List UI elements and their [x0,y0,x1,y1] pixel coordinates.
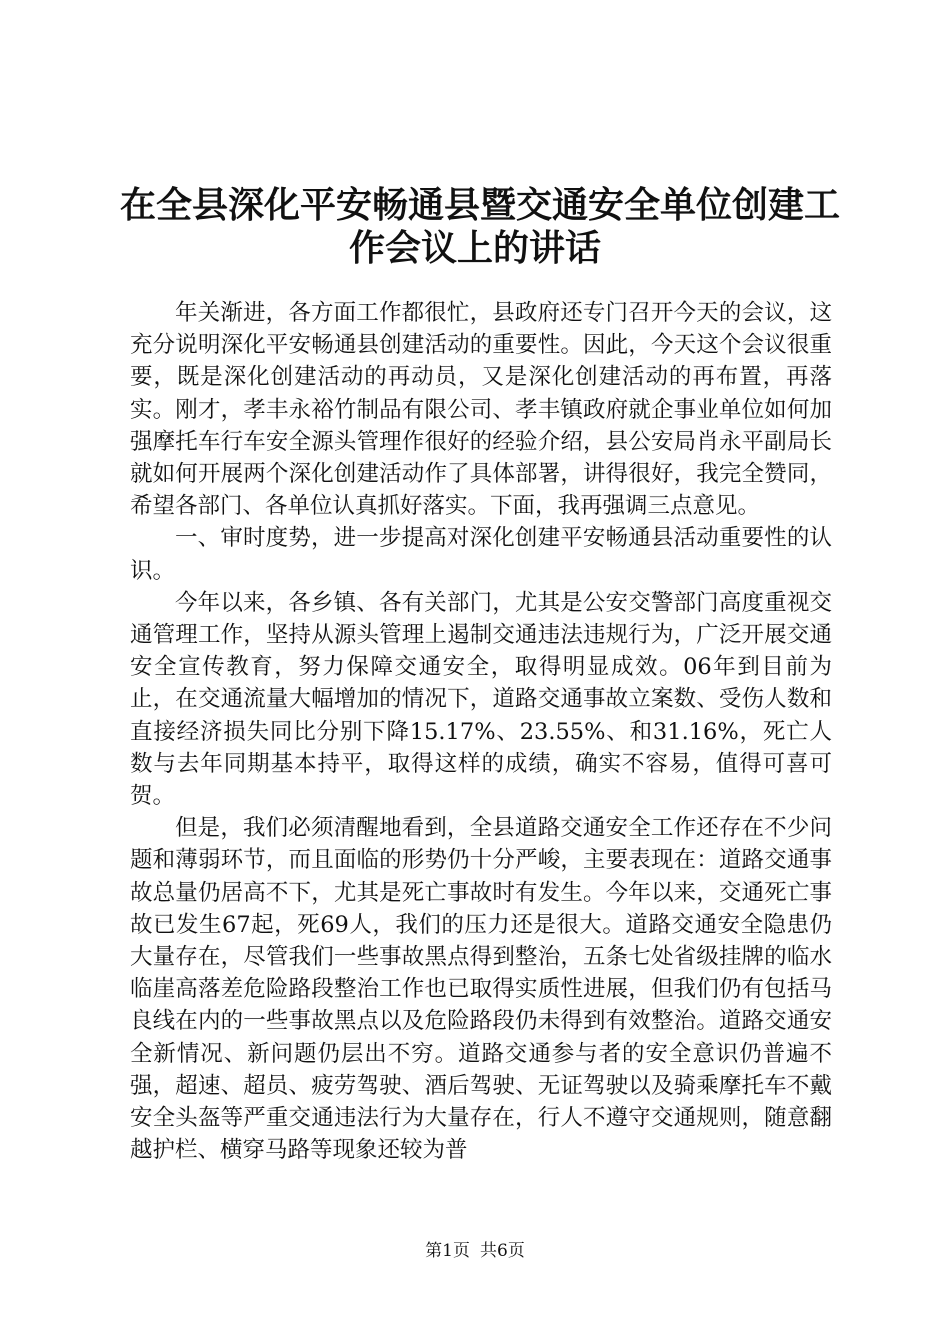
body-paragraph-4: 但是，我们必须清醒地看到，全县道路交通安全工作还存在不少问题和薄弱环节，而且面临的形势仍十分严峻，主要表现在：道路交通事故总量仍居高不下，尤其是死亡事故时有发生。今年以来，交通死亡事故已发生67起，死69人，我们的压力还是很大。道路交通安全隐患仍大量存在，尽管我们一些事故黑点得到整治，五条七处省级挂牌的临水临崖高落差危险路段整治工作也已取得实质性进展，但我们仍有包括马良线在内的一些事故黑点以及危险路段仍未得到有效整治。道路交通安全新情况、新问题仍层出不穷。道路交通参与者的安全意识仍普遍不强，超速、超员、疲劳驾驶、酒后驾驶、无证驾驶以及骑乘摩托车不戴安全头盔等严重交通违法行为大量存在，行人不遵守交通规则，随意翻越护栏、横穿马路等现象还较为普 [130,815,832,1164]
document-title-line-2: 作会议上的讲话 [348,227,601,269]
document-body [130,297,832,1166]
page-number-total: 共6页 [480,1241,525,1261]
body-paragraph-1: 年关渐进，各方面工作都很忙，县政府还专门召开今天的会议，这充分说明深化平安畅通县创建活动的重要性。因此，今天这个会议很重要，既是深化创建活动的再动员，又是深化创建活动的再布置，再落实。刚才，孝丰永裕竹制品有限公司、孝丰镇政府就企事业单位如何加强摩托车行车安全源头管理作很好的经验介绍，县公安局肖永平副局长就如何开展两个深化创建活动作了具体部署，讲得很好，我完全赞同，希望各部门、各单位认真抓好落实。下面，我再强调三点意见。 [130,300,832,520]
page-number-current: 第1页 [425,1241,470,1261]
body-paragraph-2: 一、审时度势，进一步提高对深化创建平安畅通县活动重要性的认识。 [130,525,832,584]
page-footer [0,1241,950,1261]
body-paragraph-3: 今年以来，各乡镇、各有关部门，尤其是公安交警部门高度重视交通管理工作，坚持从源头管理上遏制交通违法违规行为，广泛开展交通安全宣传教育，努力保障交通安全，取得明显成效。06年到目前为止，在交通流量大幅增加的情况下，道路交通事故立案数、受伤人数和直接经济损失同比分别下降15.17%、23.55%、和31.16%，死亡人数与去年同期基本持平，取得这样的成绩，确实不容易，值得可喜可贺。 [130,589,832,810]
document-title-line-1: 在全县深化平安畅通县暨交通安全单位创建工 [120,184,841,226]
